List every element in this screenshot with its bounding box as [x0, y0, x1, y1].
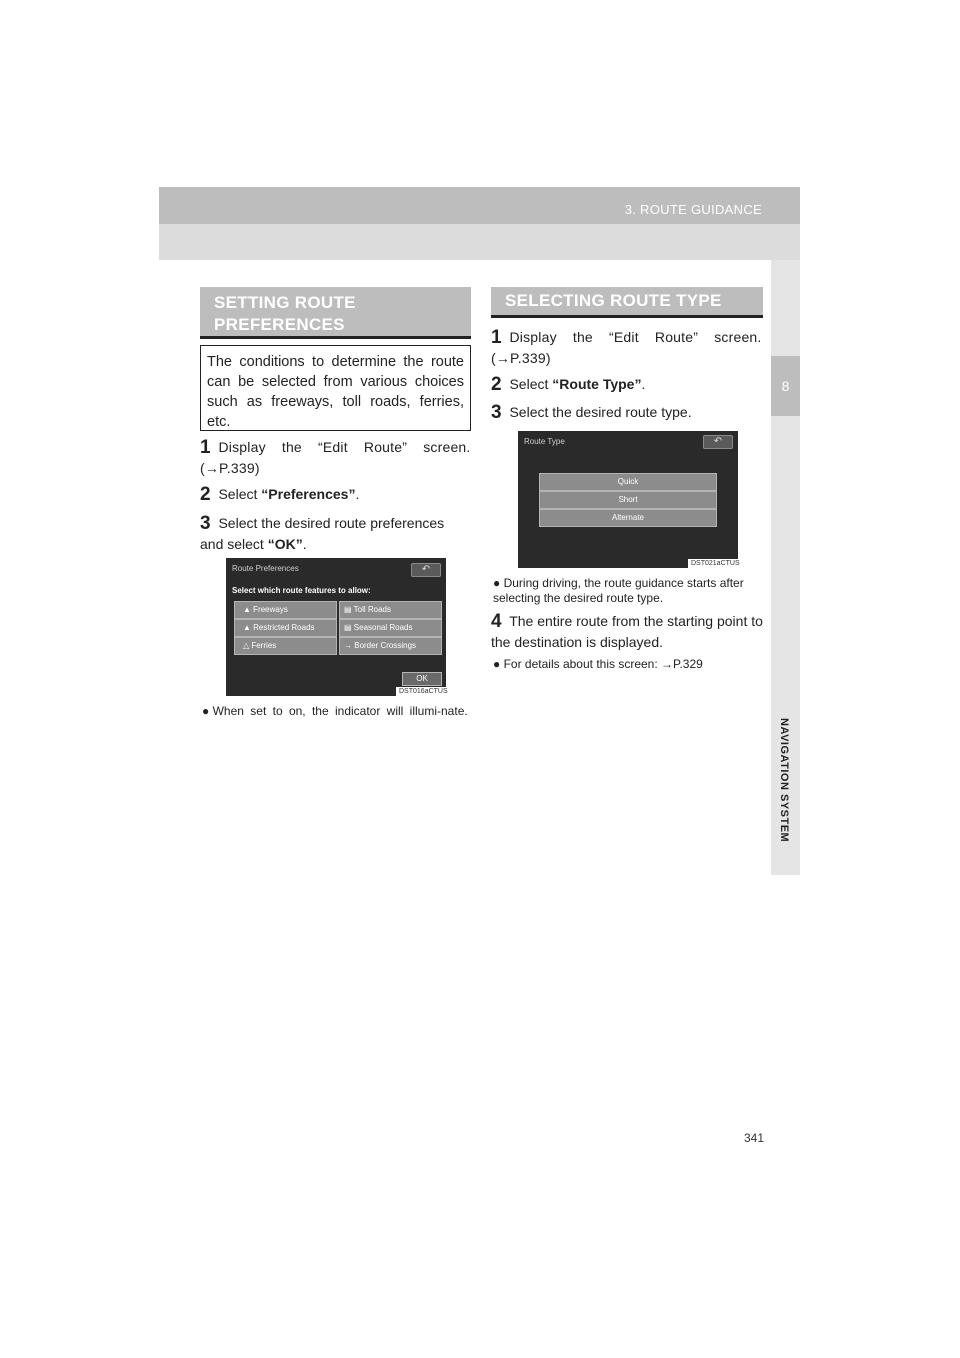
- step-1-text: Display the “Edit Route” screen. (→P.339): [200, 439, 471, 476]
- intro-box: The conditions to determine the route can be selected from various choices such as freeways, toll roads, ferries, etc.: [200, 345, 471, 431]
- step-bold-text: “OK”: [267, 536, 303, 552]
- button-label: Border Crossings: [354, 641, 417, 650]
- step-number: 3: [491, 402, 502, 423]
- heading-text: SELECTING ROUTE TYPE: [505, 291, 722, 310]
- header-band: [159, 187, 800, 224]
- ferry-icon: △: [243, 641, 250, 650]
- note-text: When set to on, the indicator will illumi-nate.: [212, 704, 468, 718]
- chapter-number: 8: [771, 356, 800, 416]
- short-button[interactable]: Short: [539, 491, 717, 509]
- chapter-side-label: NAVIGATION SYSTEM: [778, 718, 790, 843]
- restricted-icon: ▲: [243, 623, 251, 632]
- note-text: For details about this screen: →P.329: [503, 657, 703, 671]
- chapter-title: 3. ROUTE GUIDANCE: [624, 202, 762, 217]
- button-label: Seasonal Roads: [353, 623, 413, 632]
- route-type-screen: [518, 431, 738, 568]
- toll-roads-button[interactable]: [339, 601, 442, 619]
- bullet-icon: ●: [493, 657, 501, 671]
- button-label: Toll Roads: [353, 605, 391, 614]
- note-right-1: [493, 576, 763, 606]
- heading-rule: [491, 315, 763, 318]
- screen-title: Route Type: [524, 437, 565, 446]
- border-crossings-button[interactable]: [339, 637, 442, 655]
- border-icon: →: [344, 641, 352, 650]
- step-1-text: Display the “Edit Route” screen. (→P.339): [491, 329, 762, 366]
- step-bold-text: “Preferences”: [261, 486, 356, 502]
- note-left: [202, 704, 471, 719]
- step-number: 2: [200, 484, 211, 505]
- heading-text: SETTING ROUTE PREFERENCES: [214, 293, 356, 334]
- step-number: 3: [200, 513, 211, 534]
- section-heading-preferences: [200, 287, 471, 339]
- step-text-end: .: [355, 486, 360, 502]
- heading-rule: [200, 336, 471, 339]
- route-preferences-screen: [226, 558, 446, 696]
- freeways-button[interactable]: [234, 601, 337, 619]
- step-4-right: [491, 611, 763, 653]
- step-text: [200, 439, 471, 476]
- ok-button[interactable]: OK: [402, 672, 442, 686]
- page-number: 341: [744, 1131, 765, 1145]
- step-text: Select: [218, 486, 262, 502]
- road-icon: ▲: [243, 605, 251, 614]
- step-text-end: .: [302, 536, 307, 552]
- section-heading-route-type: [491, 287, 763, 318]
- step-text: Select the desired route preferences and select: [200, 515, 445, 552]
- note-right-2: [493, 657, 763, 672]
- step-text-end: .: [641, 376, 646, 392]
- note-text: During driving, the route guidance starts after selecting the desired route type.: [493, 576, 744, 605]
- button-label: Freeways: [253, 605, 288, 614]
- bullet-icon: ●: [493, 576, 501, 590]
- button-label: Ferries: [251, 641, 277, 650]
- back-arrow-icon[interactable]: ↶: [411, 563, 441, 577]
- header-subband: [159, 224, 800, 260]
- step-1-left: [200, 437, 471, 479]
- bullet-icon: ●: [202, 704, 210, 718]
- quick-button[interactable]: Quick: [539, 473, 717, 491]
- screen-prompt: Select which route features to allow:: [232, 586, 371, 595]
- step-number: 1: [491, 327, 502, 348]
- step-number: 1: [200, 437, 211, 458]
- step-3-left: [200, 513, 471, 555]
- step-4-text: The entire route from the starting point to the destination is displayed.: [491, 613, 763, 650]
- screen-title: Route Preferences: [232, 564, 299, 573]
- step-2-left: [200, 484, 471, 505]
- step-number: 2: [491, 374, 502, 395]
- step-1-right: [491, 327, 763, 369]
- step-bold-text: “Route Type”: [552, 376, 642, 392]
- ferries-button[interactable]: [234, 637, 337, 655]
- step-3-text: Select the desired route type.: [509, 404, 692, 420]
- screen-code: DST016aCTUS: [396, 687, 451, 697]
- screen-code: DST021aCTUS: [688, 559, 743, 569]
- step-3-right: [491, 402, 763, 423]
- step-2-right: [491, 374, 763, 395]
- seasonal-roads-button[interactable]: [339, 619, 442, 637]
- restricted-roads-button[interactable]: [234, 619, 337, 637]
- step-number: 4: [491, 611, 502, 632]
- seasonal-icon: ▤: [344, 623, 352, 632]
- alternate-button[interactable]: Alternate: [539, 509, 717, 527]
- step-text: Select: [509, 376, 553, 392]
- back-arrow-icon[interactable]: ↶: [703, 435, 733, 449]
- toll-icon: ▤: [344, 605, 352, 614]
- button-label: Restricted Roads: [253, 623, 315, 632]
